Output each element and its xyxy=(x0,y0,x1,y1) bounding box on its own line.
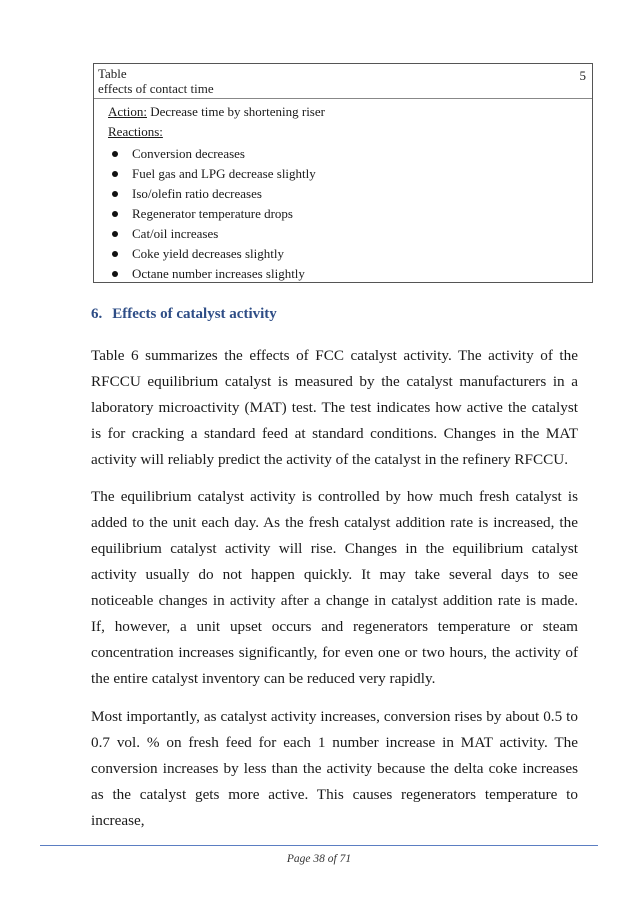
table-header xyxy=(94,64,592,99)
bullet-icon xyxy=(112,271,118,277)
reaction-text: Iso/olefin ratio decreases xyxy=(132,186,262,201)
reaction-item xyxy=(108,264,586,284)
reaction-item xyxy=(108,224,586,244)
reaction-text: Cat/oil increases xyxy=(132,226,219,241)
contact-time-table xyxy=(93,63,593,283)
section-title: Effects of catalyst activity xyxy=(112,306,277,322)
reaction-text: Coke yield decreases slightly xyxy=(132,246,284,261)
reaction-text: Regenerator temperature drops xyxy=(132,206,293,221)
reaction-item xyxy=(108,144,586,164)
table-number: 5 xyxy=(579,68,586,83)
reaction-item xyxy=(108,204,586,224)
section-heading xyxy=(91,306,277,323)
reaction-item xyxy=(108,164,586,184)
reactions-heading: Reactions: xyxy=(108,124,163,139)
bullet-icon xyxy=(112,231,118,237)
bullet-icon xyxy=(112,191,118,197)
body-paragraph-1: Table 6 summarizes the effects of FCC catalyst activity. The activity of the RFCCU equilibrium catalyst is measured by the catalyst manufacturers in a laboratory microactivity (MAT) test. The test indicates how active the catalyst is for cracking a standard feed at standard conditions. Changes in the MAT activity will reliably predict the activity of the catalyst in the refinery RFCCU. xyxy=(91,347,578,468)
page-number-footer: Page 38 of 71 xyxy=(286,853,352,865)
body-paragraph-2: The equilibrium catalyst activity is controlled by how much fresh catalyst is added to the unit each day. As the fresh catalyst addition rate is increased, the equilibrium catalyst activity will rise. Changes in the equilibrium catalyst activity usually do not happen quickly. It may take several days to see noticeable changes in activity after a change in catalyst addition rate is made. If, however, a unit upset occurs and regenerators temperature or steam concentration increases significantly, for even one or two hours, the activity of the entire catalyst inventory can be reduced very rapidly. xyxy=(91,488,578,687)
section-number: 6. xyxy=(91,306,103,322)
table-body xyxy=(108,104,586,284)
body-paragraph-3: Most importantly, as catalyst activity increases, conversion rises by about 0.5 to 0.7 vol. % on fresh feed for each 1 number increase in MAT activity. The conversion increases by less than the activity because the delta coke increases as the catalyst gets more active. This causes regenerators temperature to increase, xyxy=(91,708,578,829)
reaction-text: Fuel gas and LPG decrease slightly xyxy=(132,166,316,181)
bullet-icon xyxy=(112,211,118,217)
reaction-item xyxy=(108,184,586,204)
reaction-text: Conversion decreases xyxy=(132,146,245,161)
reaction-list xyxy=(108,144,586,284)
table-caption: effects of contact time xyxy=(98,81,214,96)
reaction-text: Octane number increases slightly xyxy=(132,266,305,281)
reaction-item xyxy=(108,244,586,264)
bullet-icon xyxy=(112,251,118,257)
action-key: Action: xyxy=(108,104,147,119)
bullet-icon xyxy=(112,171,118,177)
action-text: Decrease time by shortening riser xyxy=(150,104,325,119)
action-line xyxy=(108,104,586,120)
bullet-icon xyxy=(112,151,118,157)
footer-divider xyxy=(40,845,598,846)
table-label: Table xyxy=(98,66,127,81)
